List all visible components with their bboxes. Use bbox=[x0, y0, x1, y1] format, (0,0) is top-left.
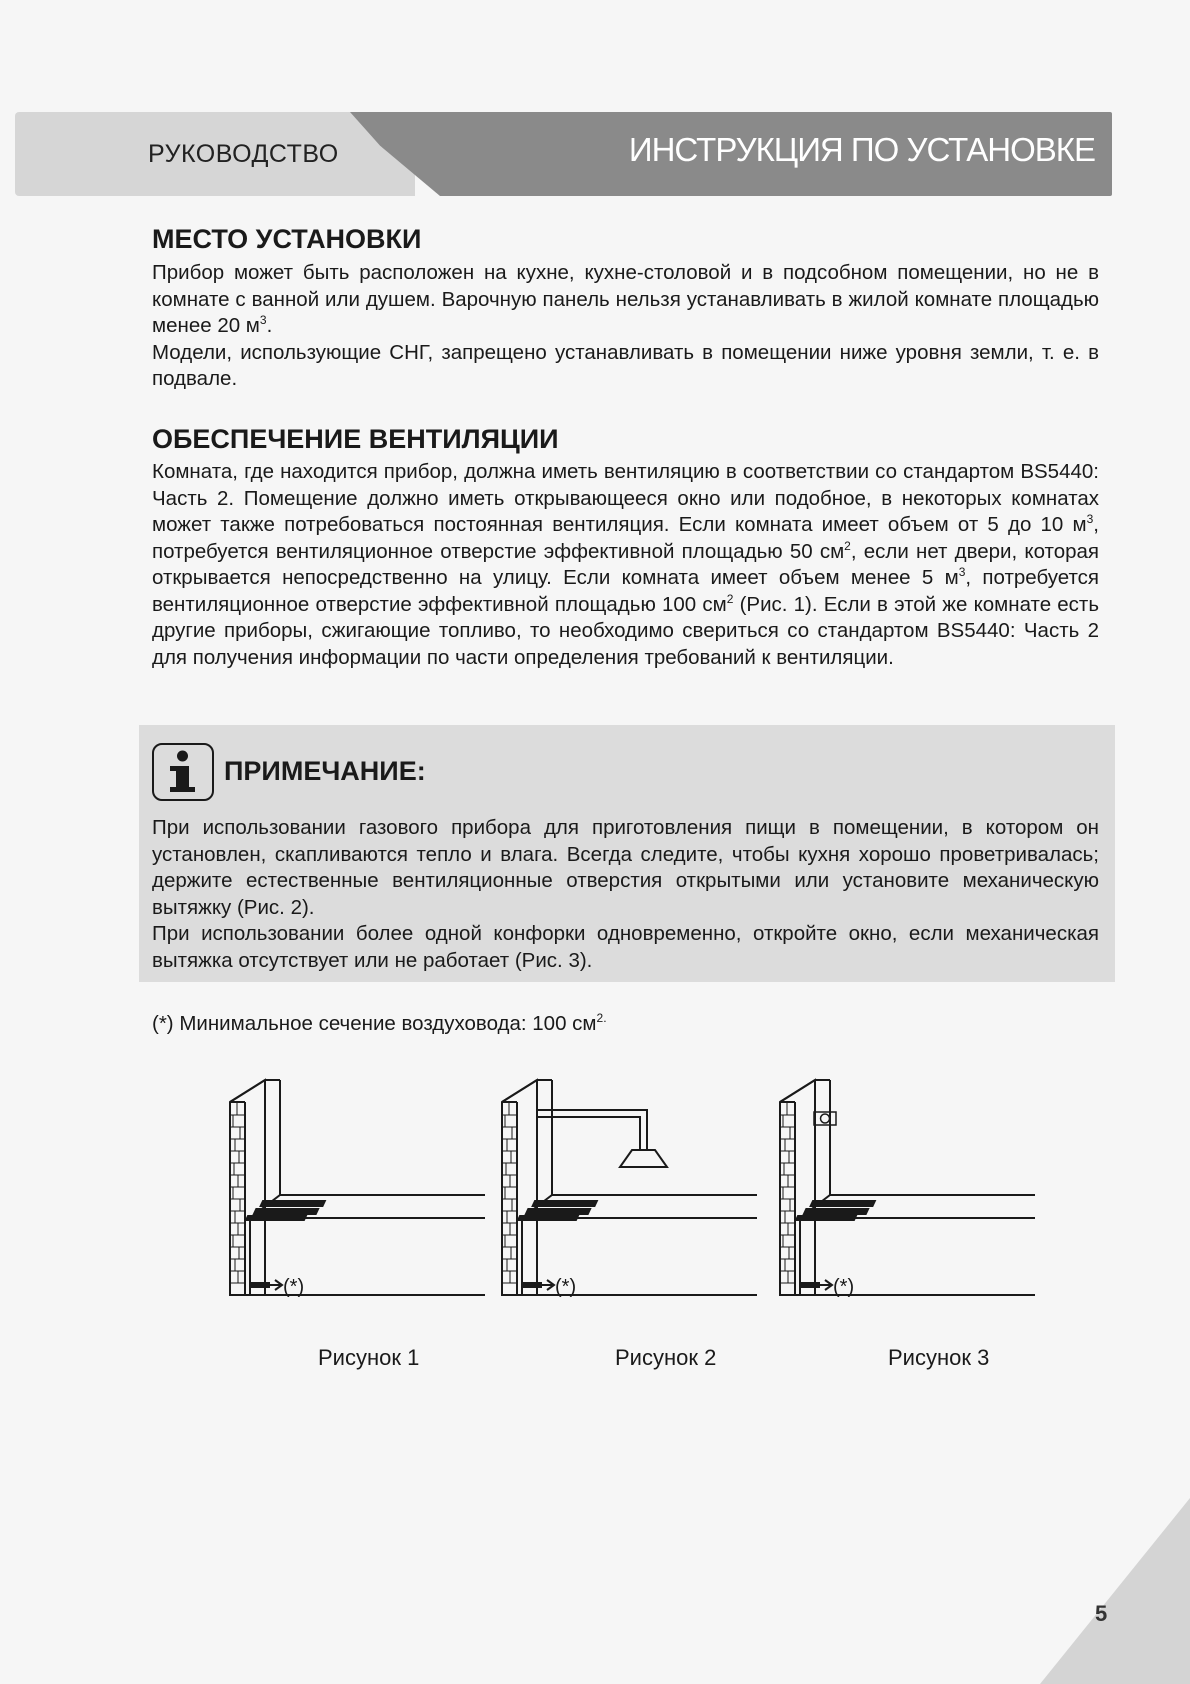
page-number: 5 bbox=[1095, 1601, 1108, 1626]
note-paragraph-1: При использовании газового прибора для приготовления пищи в помещении, в котором он установлен, скапливаются тепло и влага. Всегда следите, чтобы кухня хорошо проветривалась; держите естественные вентиляционные отверстия открытыми или установите механическую вытяжку (Рис. 2). bbox=[152, 816, 1099, 919]
figure-1-marker: (*) bbox=[283, 1276, 305, 1298]
header-manual-label: РУКОВОДСТВО bbox=[148, 140, 339, 168]
note-paragraph-2: При использовании более одной конфорки одновременно, откройте окно, если механическая вытяжка отсутствует или не работает (Рис. 3). bbox=[152, 922, 1099, 972]
figure-1-caption: Рисунок 1 bbox=[318, 1345, 420, 1370]
installation-paragraph-1: Прибор может быть расположен на кухне, кухне-столовой и в подсобном помещении, но не в комнате с ванной или душем. Варочную панель нельзя устанавливать в жилой комнате площадью менее 20 $м^3$. bbox=[152, 261, 1099, 337]
figure-2-illustration bbox=[497, 1070, 777, 1310]
installation-paragraph-2: Модели, использующие СНГ, запрещено устанавливать в помещении ниже уровня земли, т. е. в подвале. bbox=[152, 340, 1099, 390]
figure-1-illustration bbox=[225, 1070, 505, 1310]
figure-3-marker: (*) bbox=[833, 1276, 855, 1298]
figure-3-caption: Рисунок 3 bbox=[888, 1345, 990, 1370]
note-title: ПРИМЕЧАНИЕ: bbox=[224, 756, 426, 786]
note-body bbox=[152, 815, 1099, 974]
info-icon bbox=[152, 743, 214, 801]
ventilation-paragraph: Комната, где находится прибор, должна иметь вентиляцию в соответствии со стандартом BS5440: Часть 2. Помещение должно иметь открывающееся окно или подобное, в некоторых комнатах может также потребоваться постоянная вентиляция. Если комната имеет объем от 5 до 10 $м^3$, потребуется вентиляционное отверстие эффективной площадью 50 $см^2$, если нет двери, которая открывается непосредственно на улицу. Если комната имеет объем менее 5 $м^3$, потребуется вентиляционное отверстие эффективной площадью 100 $см^2$ (Рис. 1). Если в этой же комнате есть другие приборы, сжигающие топливо, то необходимо свериться со стандартом BS5440: Часть 2 для получения информации по части определения требований к вентиляции. bbox=[152, 460, 1100, 669]
page-corner-decoration bbox=[1040, 1498, 1190, 1684]
figure-2-marker: (*) bbox=[555, 1276, 577, 1298]
section-installation-body bbox=[152, 260, 1099, 393]
duct-footnote: (*) Минимальное сечение воздуховода: 100 $см^{2.}$ bbox=[152, 1011, 607, 1035]
section-installation-title: МЕСТО УСТАНОВКИ bbox=[152, 224, 422, 254]
header-section-title: ИНСТРУКЦИЯ ПО УСТАНОВКЕ bbox=[628, 131, 1095, 168]
figure-2-caption: Рисунок 2 bbox=[615, 1345, 717, 1370]
figure-3-illustration bbox=[775, 1070, 1055, 1310]
section-ventilation-body bbox=[152, 459, 1099, 671]
section-ventilation-title: ОБЕСПЕЧЕНИЕ ВЕНТИЛЯЦИИ bbox=[152, 424, 559, 454]
